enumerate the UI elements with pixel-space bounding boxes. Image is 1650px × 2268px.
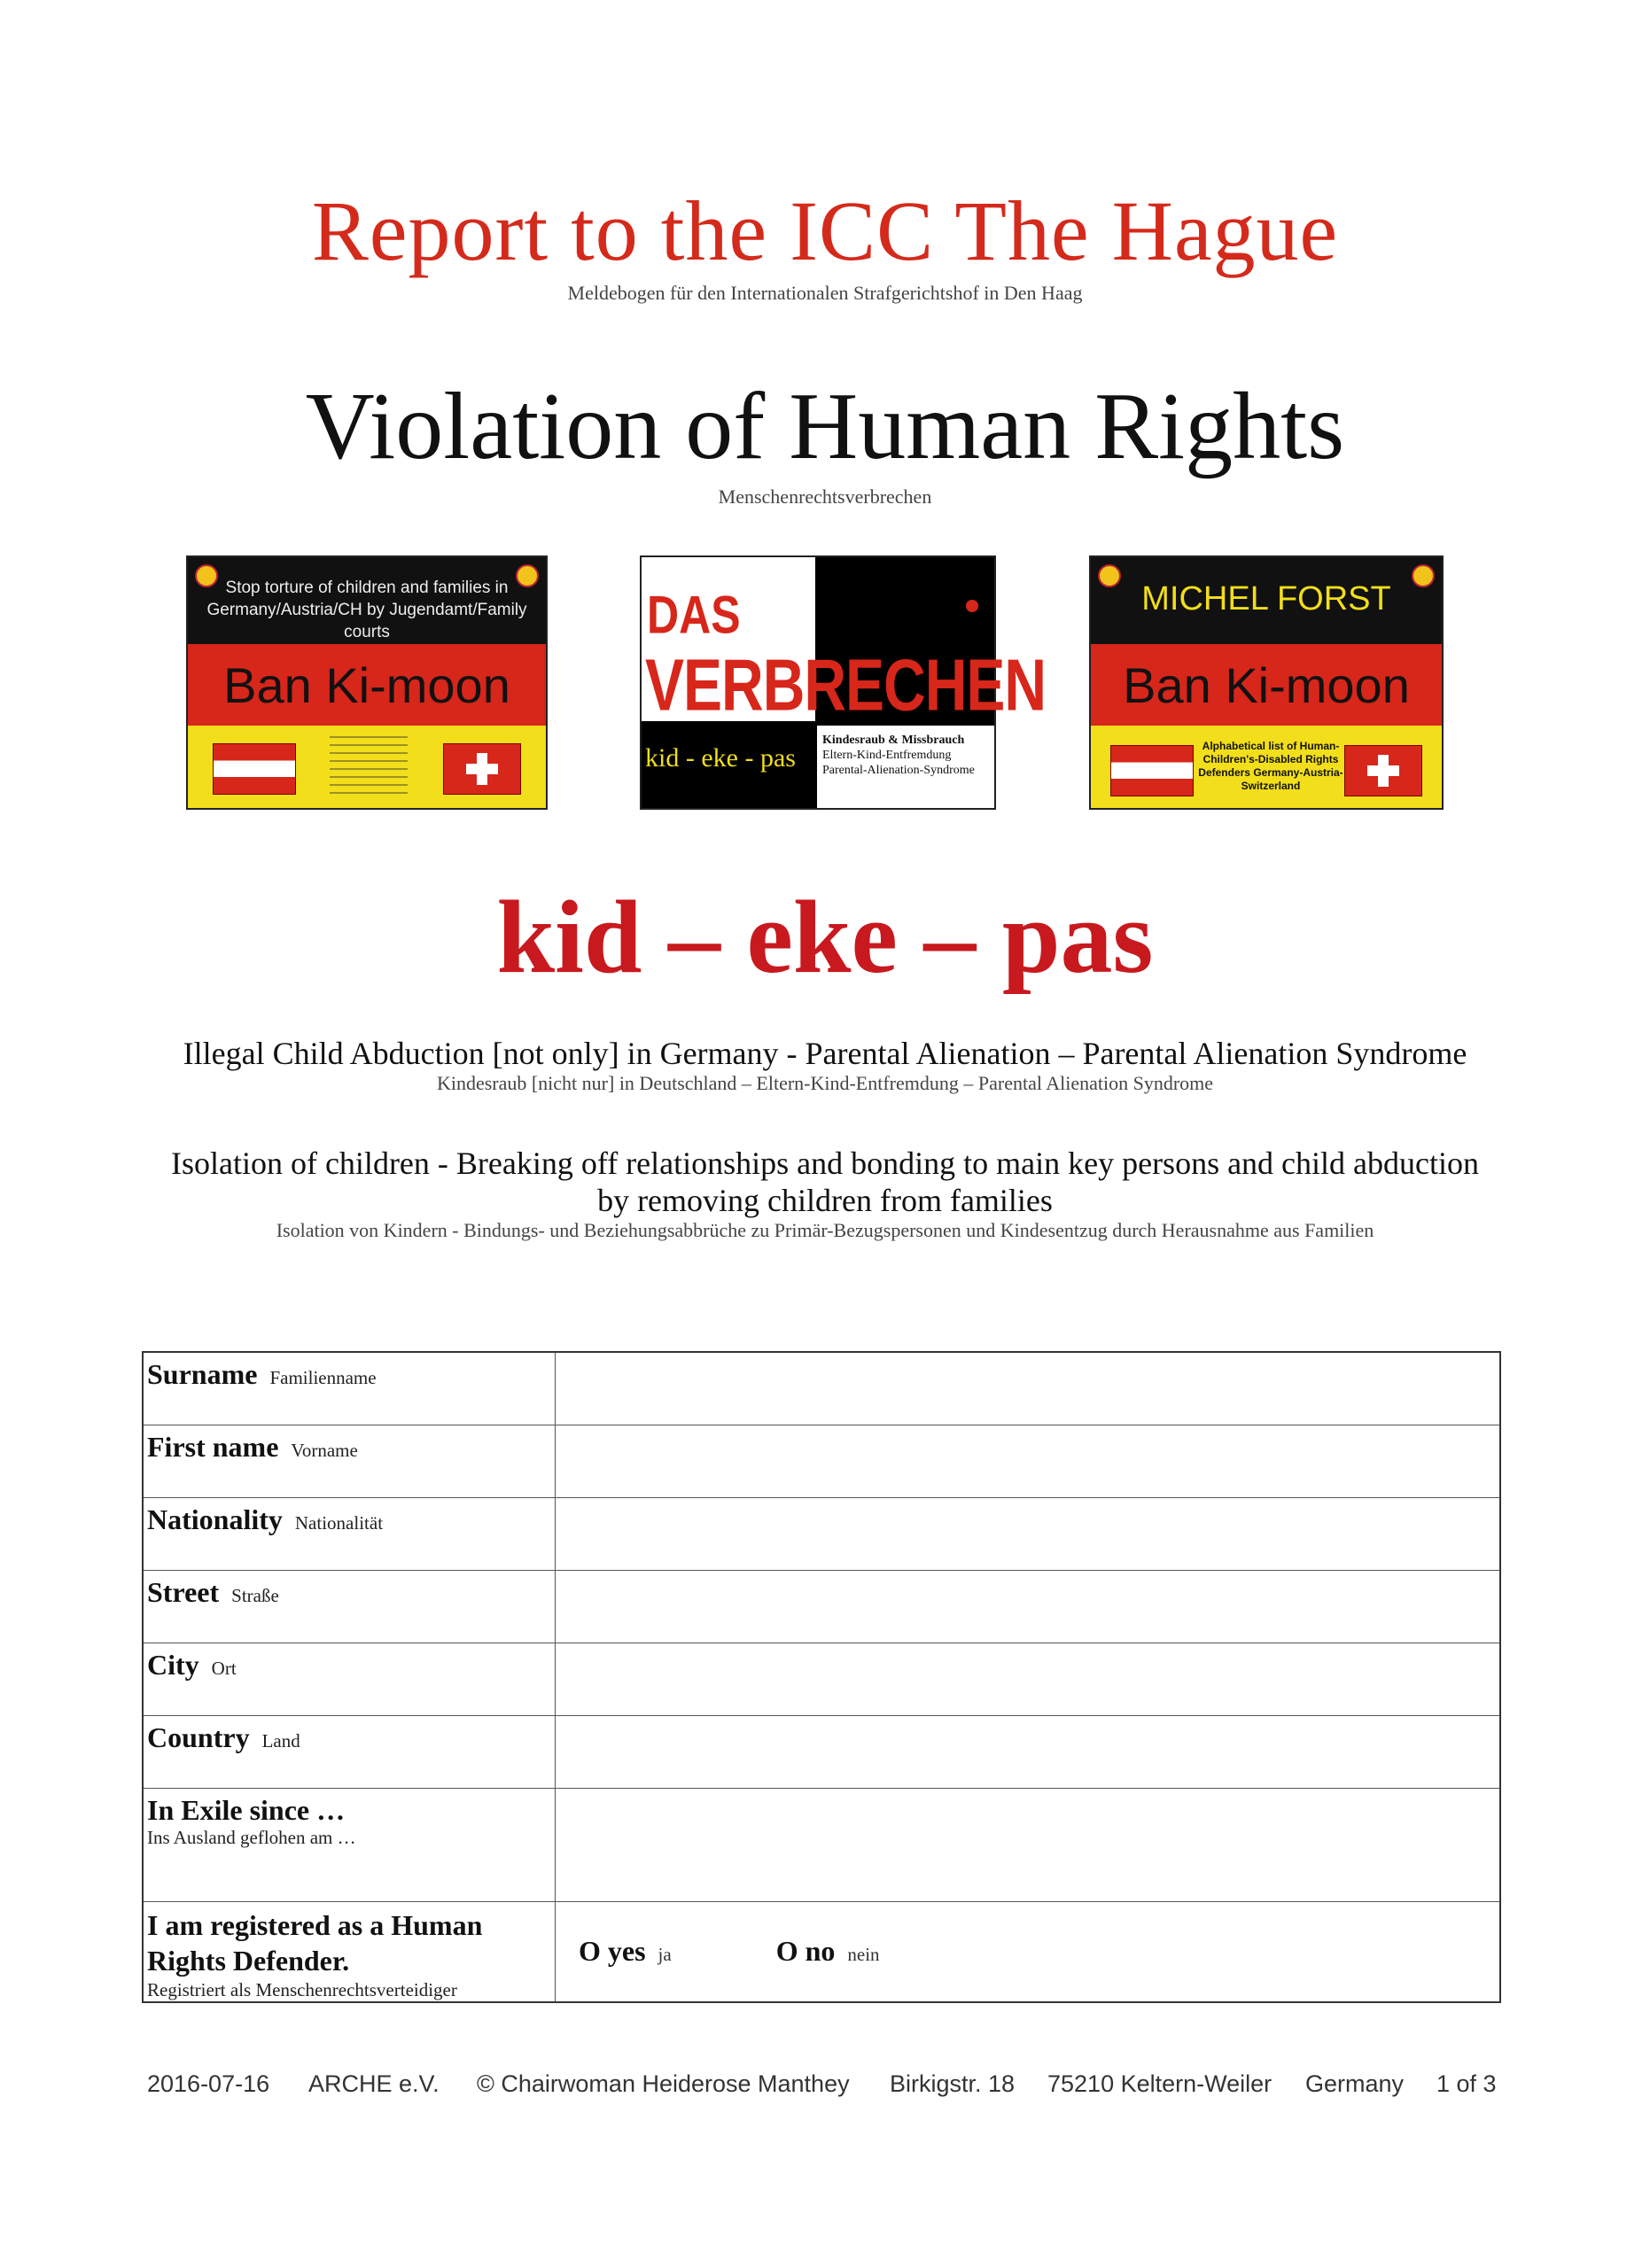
nationality-field[interactable] xyxy=(556,1497,1501,1570)
street-label-german: Straße xyxy=(231,1584,279,1606)
form-row-street xyxy=(143,1570,1500,1643)
banner-right-top-text: MICHEL FORST xyxy=(1141,580,1391,617)
banner-middle-tagline: kid - eke - pas xyxy=(645,743,796,773)
exile-date-field[interactable] xyxy=(556,1788,1501,1901)
illegal-child-abduction-line: Illegal Child Abduction [not only] in Germany - Parental Alienation – Parental Alienation Syndrome xyxy=(183,1036,1467,1071)
violation-heading-german: Menschenrechtsverbrechen xyxy=(718,485,932,508)
surname-label: Surname xyxy=(147,1358,258,1390)
city-label: City xyxy=(147,1648,199,1681)
city-label-german: Ort xyxy=(211,1657,237,1679)
surname-label-german: Familienname xyxy=(269,1367,377,1388)
michel-forst-banner-right xyxy=(1089,555,1444,810)
das-verbrechen-banner xyxy=(640,555,1047,810)
swiss-flag-icon xyxy=(1344,745,1422,796)
country-label: Country xyxy=(147,1720,250,1753)
form-row-surname xyxy=(143,1352,1500,1425)
banner-middle-info3: Parental-Alienation-Syndrome xyxy=(822,764,975,777)
banner-middle-info1: Kindesraub & Missbrauch xyxy=(822,734,965,747)
footer-date: 2016-07-16 xyxy=(147,2070,270,2097)
yes-option-german: ja xyxy=(658,1944,672,1966)
footer-chair: © Chairwoman Heiderose Manthey xyxy=(477,2070,850,2097)
form-row-exile xyxy=(143,1788,1500,1901)
banner-left-name: Ban Ki-moon xyxy=(223,657,510,713)
street-field[interactable] xyxy=(556,1570,1501,1643)
report-title: Report to the ICC The Hague xyxy=(311,183,1339,278)
ban-ki-moon-banner-left xyxy=(186,555,548,810)
footer-country: Germany xyxy=(1305,2070,1405,2097)
exile-label: In Exile since … xyxy=(147,1793,346,1826)
banner-left-top-text: Stop torture of children and families in Germany/Austria/CH by Jugendamt/Family courts xyxy=(206,579,527,641)
report-title-german: Meldebogen für den Internationalen Strafgerichtshof in Den Haag xyxy=(567,282,1083,304)
nationality-label: Nationality xyxy=(147,1503,283,1535)
footer-street: Birkigstr. 18 xyxy=(890,2070,1016,2097)
form-row-first-name xyxy=(143,1425,1500,1497)
banner-middle-info2: Eltern-Kind-Entfremdung xyxy=(822,749,952,762)
form-row-country xyxy=(143,1715,1500,1788)
austria-flag-icon xyxy=(1110,745,1194,796)
no-option-german: nein xyxy=(847,1944,880,1966)
banner-middle-line2: VERBRECHEN xyxy=(645,643,1047,726)
hrd-label-line1: I am registered as a Human xyxy=(147,1908,483,1941)
violation-heading: Violation of Human Rights xyxy=(305,374,1345,479)
hrd-label-line2: Rights Defender. xyxy=(147,1944,350,1977)
footer-page-number: 1 of 3 xyxy=(1436,2070,1497,2097)
country-field[interactable] xyxy=(556,1715,1501,1788)
nationality-label-german: Nationalität xyxy=(294,1511,384,1534)
hrd-no-option[interactable] xyxy=(775,1935,880,1968)
isolation-of-children-german: Isolation von Kindern - Bindungs- und Beziehungsabbrüche zu Primär-Bezugspersonen und Kindesentzug durch Herausnahme aus Familien xyxy=(276,1219,1374,1241)
personal-data-form xyxy=(142,1351,1501,2003)
footer-org: ARCHE e.V. xyxy=(308,2070,440,2097)
street-label: Street xyxy=(147,1575,220,1608)
isolation-of-children-line: Isolation of children - Breaking off relationships and bonding to main key persons and child abduction xyxy=(170,1146,1480,1181)
no-option-label: O no xyxy=(775,1935,836,1968)
city-field[interactable] xyxy=(556,1643,1501,1715)
banner-middle-line1: DAS xyxy=(647,585,741,645)
fine-print-block xyxy=(330,736,408,798)
banner-right-name: Ban Ki-moon xyxy=(1123,657,1410,713)
kid-eke-pas-slogan: kid – eke – pas xyxy=(496,879,1154,995)
hrd-yes-option[interactable] xyxy=(579,1935,672,1968)
hrd-label-german: Registriert als Menschenrechtsverteidiger xyxy=(147,1978,457,2000)
banner-right-info: Alphabetical list of Human-Children's-Disabled Rights Defenders Germany-Austria-Switzerland xyxy=(1198,740,1343,792)
illegal-child-abduction-german: Kindesraub [nicht nur] in Deutschland – Eltern-Kind-Entfremdung – Parental Alienation Syndrome xyxy=(436,1072,1214,1094)
isolation-of-children-line-2: by removing children from families xyxy=(597,1183,1053,1218)
form-row-nationality xyxy=(143,1497,1500,1570)
form-row-city xyxy=(143,1643,1500,1715)
swiss-flag-icon xyxy=(443,743,521,795)
yes-option-label: O yes xyxy=(579,1935,646,1968)
first-name-label-german: Vorname xyxy=(291,1439,358,1461)
first-name-label: First name xyxy=(147,1430,279,1463)
surname-field[interactable] xyxy=(556,1352,1501,1425)
form-row-hrd xyxy=(143,1901,1500,2002)
red-dot-icon xyxy=(966,600,978,612)
footer-city: 75210 Keltern-Weiler xyxy=(1047,2070,1273,2097)
austria-flag-icon xyxy=(213,743,296,795)
exile-label-german: Ins Ausland geflohen am … xyxy=(147,1826,356,1848)
country-label-german: Land xyxy=(261,1729,300,1751)
first-name-field[interactable] xyxy=(556,1425,1501,1497)
